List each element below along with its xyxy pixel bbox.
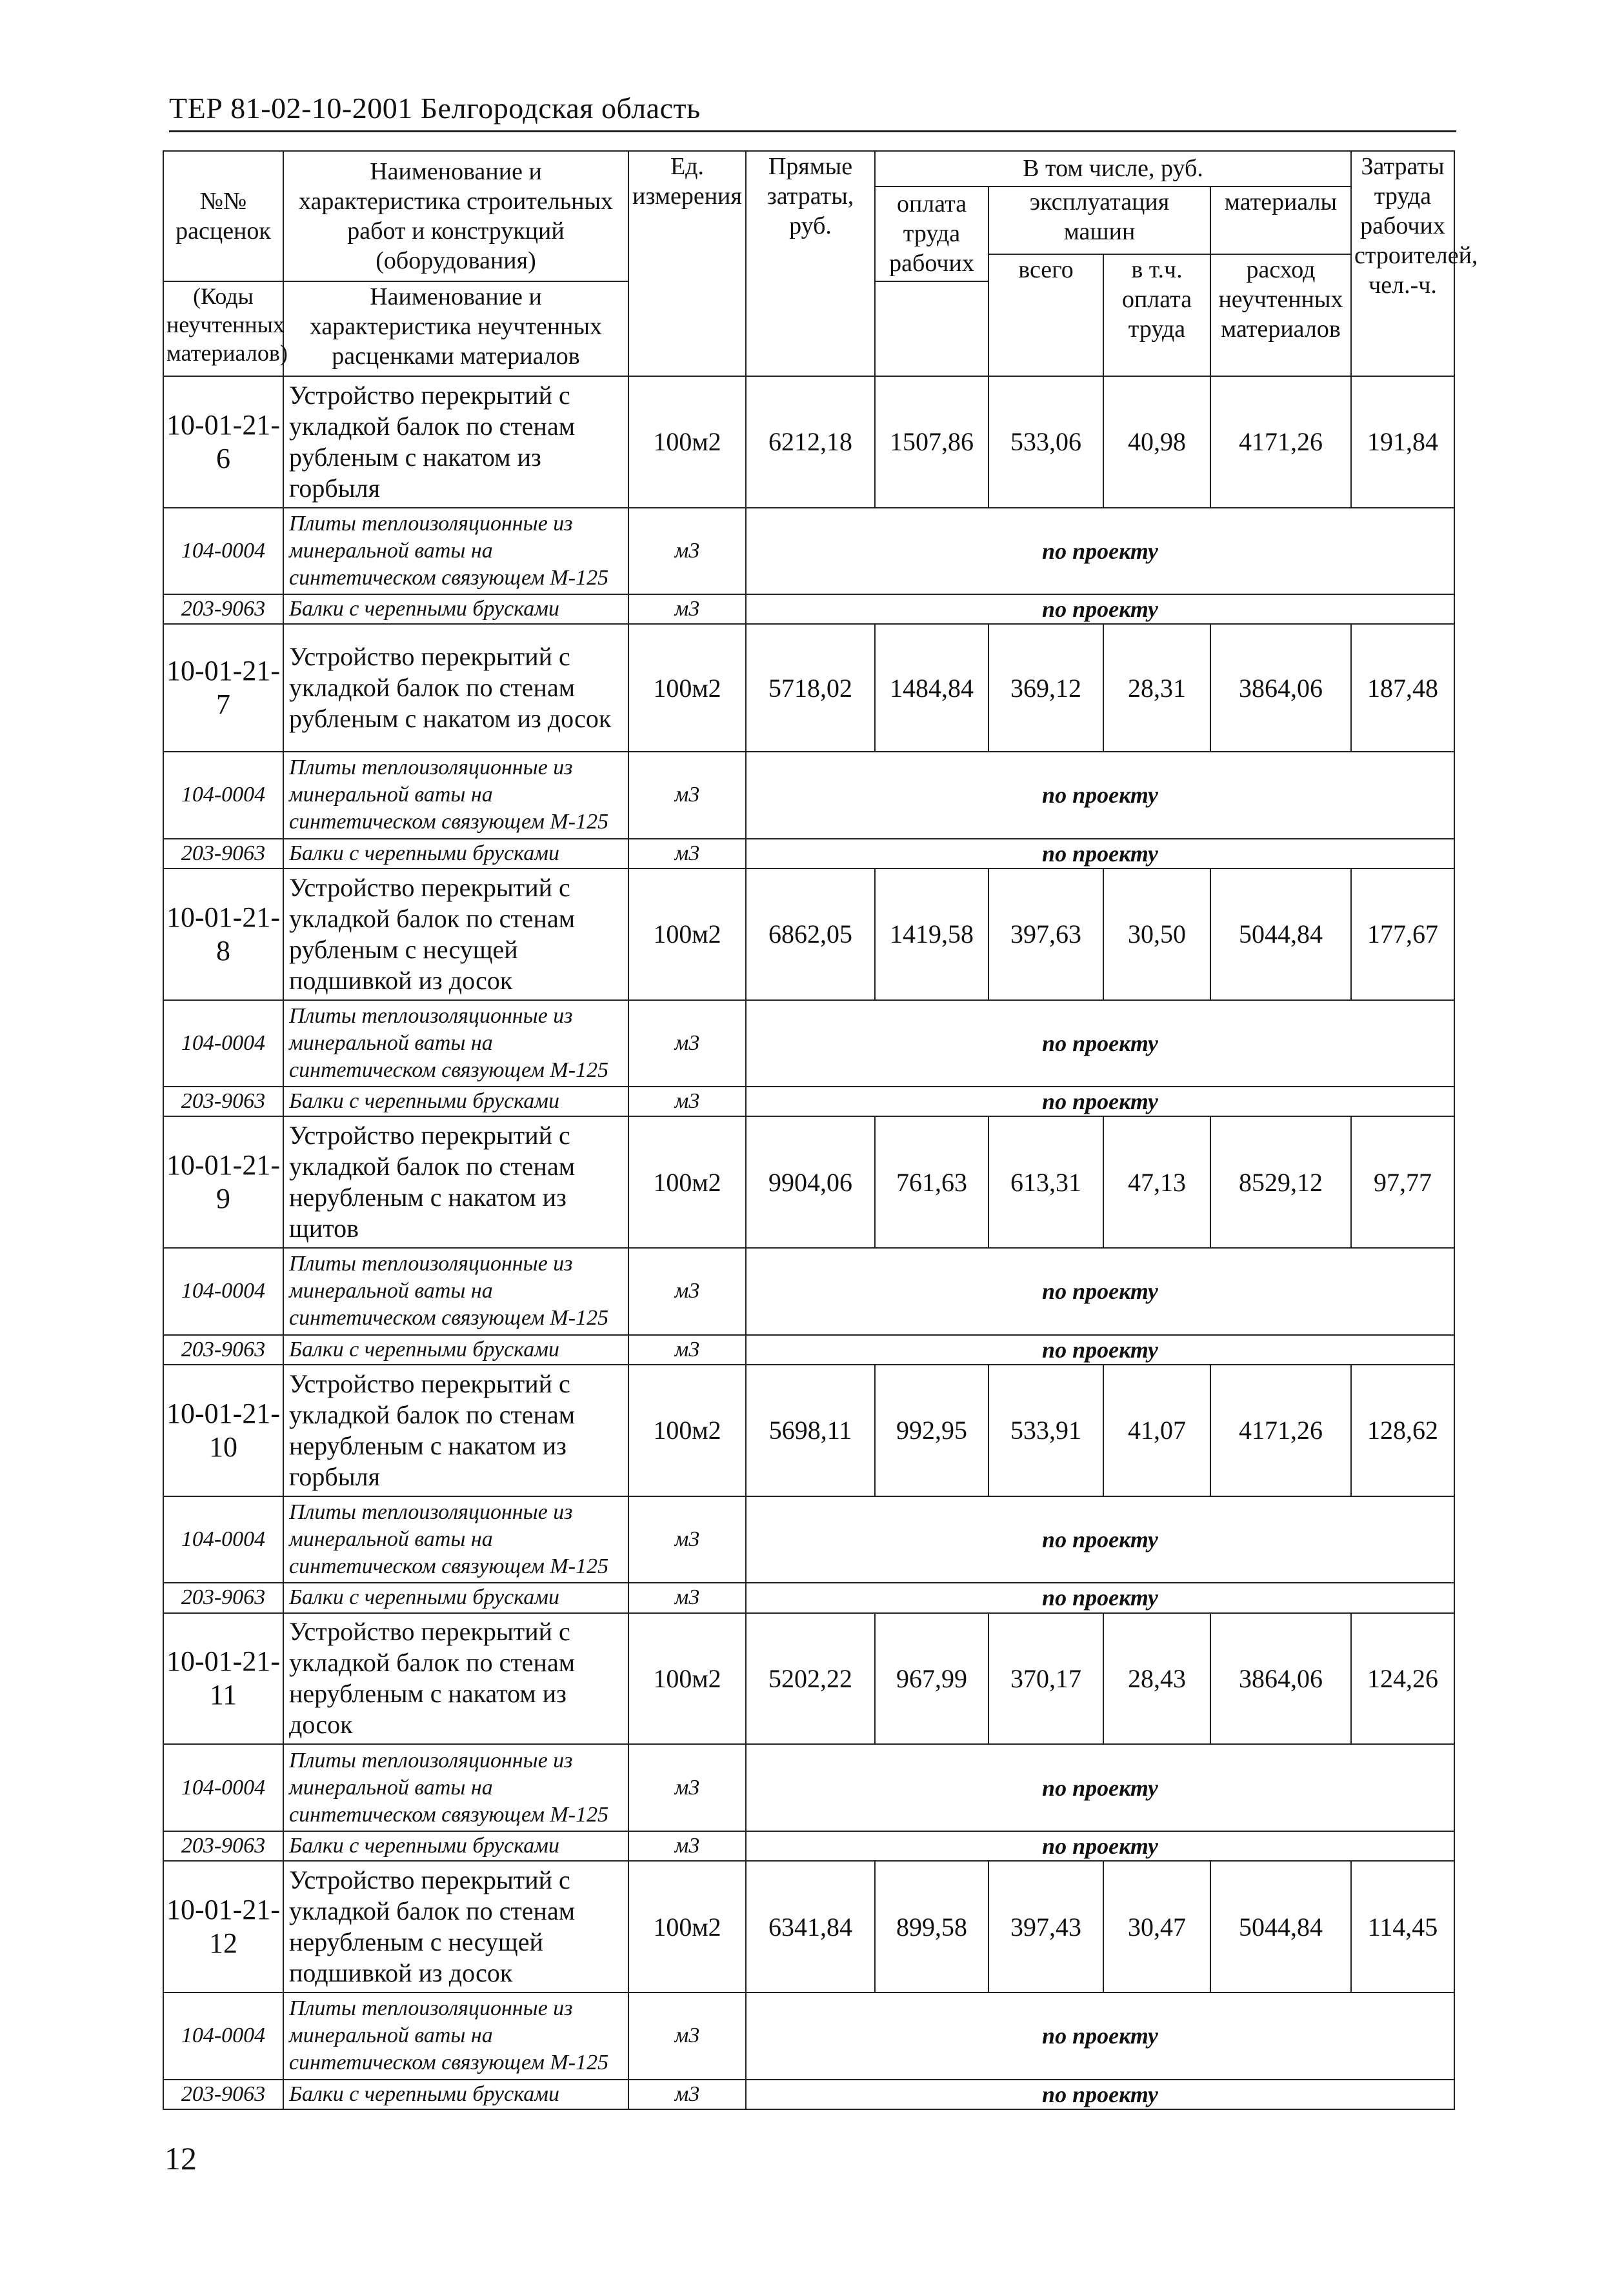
page-number: 12: [165, 2140, 197, 2176]
material-unit: м3: [628, 1496, 746, 1583]
material-name: Балки с черепными брусками: [283, 839, 628, 868]
material-row: [163, 1000, 1454, 1087]
material-code: 104-0004: [163, 1496, 283, 1583]
material-note: по проекту: [746, 508, 1454, 595]
rate-code: 10-01-21-10: [163, 1365, 283, 1496]
material-row: [163, 508, 1454, 595]
material-unit: м3: [628, 752, 746, 839]
material-name: Балки с черепными брусками: [283, 1583, 628, 1612]
header-mach-total: всего: [988, 254, 1103, 376]
material-unit: м3: [628, 508, 746, 595]
material-unit: м3: [628, 1248, 746, 1335]
material-note: по проекту: [746, 1248, 1454, 1335]
material-unit: м3: [628, 1744, 746, 1831]
material-row: [163, 2080, 1454, 2110]
rate-machines-total: 533,91: [988, 1365, 1103, 1496]
material-unit: м3: [628, 1583, 746, 1612]
header-name-top: Наименование и характеристика строительных работ и конструкций (оборудования): [283, 151, 628, 281]
rate-materials: 3864,06: [1210, 624, 1351, 752]
header-mach-incl-pay: в т.ч. оплата труда: [1103, 254, 1210, 376]
material-note: по проекту: [746, 1087, 1454, 1116]
header-mat-unaccounted: расход неучтенных материалов: [1210, 254, 1351, 376]
rate-labor-pay: 967,99: [875, 1613, 988, 1745]
rate-name: Устройство перекрытий с укладкой балок по стенам нерубленым с накатом из щитов: [283, 1116, 628, 1248]
rate-code: 10-01-21-7: [163, 624, 283, 752]
rate-materials: 4171,26: [1210, 376, 1351, 508]
rate-direct-costs: 5718,02: [746, 624, 875, 752]
rate-name: Устройство перекрытий с укладкой балок по стенам рубленым с накатом из горбыля: [283, 376, 628, 508]
header-materials: материалы: [1210, 186, 1351, 254]
material-row: [163, 1744, 1454, 1831]
material-note: по проекту: [746, 1583, 1454, 1612]
rate-machines-labor-pay: 30,47: [1103, 1861, 1210, 1993]
rate-unit: 100м2: [628, 868, 746, 1000]
rate-labor-pay: 1419,58: [875, 868, 988, 1000]
material-unit: м3: [628, 1000, 746, 1087]
material-row: [163, 1583, 1454, 1612]
rate-name: Устройство перекрытий с укладкой балок по стенам нерубленым с накатом из горбыля: [283, 1365, 628, 1496]
rate-materials: 5044,84: [1210, 868, 1351, 1000]
rate-labor-pay: 1484,84: [875, 624, 988, 752]
rate-machines-labor-pay: 40,98: [1103, 376, 1210, 508]
material-unit: м3: [628, 2080, 746, 2110]
rate-materials: 8529,12: [1210, 1116, 1351, 1248]
rate-name: Устройство перекрытий с укладкой балок по стенам нерубленым с несущей подшивкой из досок: [283, 1861, 628, 1993]
material-name: Плиты теплоизоляционные из минеральной ваты на синтетическом связующем М-125: [283, 1993, 628, 2080]
material-code: 203-9063: [163, 1831, 283, 1861]
rate-labor-pay: 761,63: [875, 1116, 988, 1248]
material-code: 104-0004: [163, 1000, 283, 1087]
material-code: 203-9063: [163, 2080, 283, 2110]
rate-machines-total: 397,63: [988, 868, 1103, 1000]
rate-direct-costs: 5698,11: [746, 1365, 875, 1496]
material-code: 104-0004: [163, 1993, 283, 2080]
material-row: [163, 1335, 1454, 1365]
rate-labor-pay: 899,58: [875, 1861, 988, 1993]
rate-labor-hours: 97,77: [1351, 1116, 1454, 1248]
rate-direct-costs: 6341,84: [746, 1861, 875, 1993]
header-row-1: [163, 151, 1454, 186]
material-unit: м3: [628, 1993, 746, 2080]
rate-row: [163, 1613, 1454, 1745]
material-name: Балки с черепными брусками: [283, 1087, 628, 1116]
material-row: [163, 1993, 1454, 2080]
header-name-bottom: Наименование и характеристика неучтенных расценками материалов: [283, 281, 628, 376]
material-row: [163, 1831, 1454, 1861]
rate-machines-total: 613,31: [988, 1116, 1103, 1248]
rate-materials: 4171,26: [1210, 1365, 1351, 1496]
rate-machines-labor-pay: 28,31: [1103, 624, 1210, 752]
rate-materials: 3864,06: [1210, 1613, 1351, 1745]
rate-labor-hours: 191,84: [1351, 376, 1454, 508]
rate-machines-labor-pay: 41,07: [1103, 1365, 1210, 1496]
material-row: [163, 1087, 1454, 1116]
material-row: [163, 752, 1454, 839]
rates-table: [163, 150, 1478, 2110]
material-note: по проекту: [746, 1744, 1454, 1831]
material-note: по проекту: [746, 2080, 1454, 2110]
material-row: [163, 1496, 1454, 1583]
material-unit: м3: [628, 594, 746, 624]
rate-unit: 100м2: [628, 376, 746, 508]
rate-row: [163, 868, 1454, 1000]
material-code: 104-0004: [163, 752, 283, 839]
material-name: Плиты теплоизоляционные из минеральной ваты на синтетическом связующем М-125: [283, 1248, 628, 1335]
rate-row: [163, 1116, 1454, 1248]
rate-code: 10-01-21-12: [163, 1861, 283, 1993]
header-unit: Ед. измерения: [628, 151, 746, 376]
rate-labor-hours: 114,45: [1351, 1861, 1454, 1993]
rate-direct-costs: 6212,18: [746, 376, 875, 508]
document-title: ТЕР 81-02-10-2001 Белгородская область: [169, 92, 701, 125]
material-note: по проекту: [746, 752, 1454, 839]
material-name: Плиты теплоизоляционные из минеральной ваты на синтетическом связующем М-125: [283, 752, 628, 839]
header-labor-pay: оплата труда рабочих: [875, 186, 988, 281]
rate-name: Устройство перекрытий с укладкой балок по стенам нерубленым с накатом из досок: [283, 1613, 628, 1745]
rate-direct-costs: 6862,05: [746, 868, 875, 1000]
rate-direct-costs: 9904,06: [746, 1116, 875, 1248]
rate-unit: 100м2: [628, 1613, 746, 1745]
material-code: 203-9063: [163, 839, 283, 868]
rate-unit: 100м2: [628, 1861, 746, 1993]
material-note: по проекту: [746, 1993, 1454, 2080]
rate-unit: 100м2: [628, 624, 746, 752]
rate-labor-pay: 1507,86: [875, 376, 988, 508]
material-note: по проекту: [746, 1000, 1454, 1087]
rate-row: [163, 1365, 1454, 1496]
rate-row: [163, 1861, 1454, 1993]
header-code-top: №№ расценок: [163, 151, 283, 281]
rate-labor-hours: 124,26: [1351, 1613, 1454, 1745]
rate-machines-total: 369,12: [988, 624, 1103, 752]
material-note: по проекту: [746, 839, 1454, 868]
material-row: [163, 839, 1454, 868]
material-unit: м3: [628, 1831, 746, 1861]
material-note: по проекту: [746, 1335, 1454, 1365]
material-name: Плиты теплоизоляционные из минеральной ваты на синтетическом связующем М-125: [283, 508, 628, 595]
material-code: 104-0004: [163, 508, 283, 595]
header-rule: [169, 130, 1456, 132]
header-code-bottom: (Коды неучтенных материалов): [163, 281, 283, 376]
header-labor-costs: Затраты труда рабочих строителей, чел.-ч.: [1351, 151, 1454, 376]
material-note: по проекту: [746, 1831, 1454, 1861]
rate-materials: 5044,84: [1210, 1861, 1351, 1993]
material-row: [163, 594, 1454, 624]
rate-machines-labor-pay: 30,50: [1103, 868, 1210, 1000]
rate-code: 10-01-21-9: [163, 1116, 283, 1248]
rate-labor-hours: 177,67: [1351, 868, 1454, 1000]
rate-machines-total: 370,17: [988, 1613, 1103, 1745]
header-labor-pay-blank: [875, 281, 988, 376]
material-code: 203-9063: [163, 594, 283, 624]
rate-code: 10-01-21-6: [163, 376, 283, 508]
material-name: Плиты теплоизоляционные из минеральной ваты на синтетическом связующем М-125: [283, 1496, 628, 1583]
material-code: 104-0004: [163, 1248, 283, 1335]
rate-machines-labor-pay: 28,43: [1103, 1613, 1210, 1745]
material-name: Плиты теплоизоляционные из минеральной ваты на синтетическом связующем М-125: [283, 1744, 628, 1831]
header-direct-costs: Прямые затраты, руб.: [746, 151, 875, 376]
rate-name: Устройство перекрытий с укладкой балок по стенам рубленым с несущей подшивкой из досок: [283, 868, 628, 1000]
material-note: по проекту: [746, 594, 1454, 624]
material-name: Плиты теплоизоляционные из минеральной ваты на синтетическом связующем М-125: [283, 1000, 628, 1087]
header-incl: В том числе, руб.: [875, 151, 1351, 186]
rate-labor-hours: 128,62: [1351, 1365, 1454, 1496]
rate-row: [163, 376, 1454, 508]
rate-labor-pay: 992,95: [875, 1365, 988, 1496]
rate-machines-labor-pay: 47,13: [1103, 1116, 1210, 1248]
rate-name: Устройство перекрытий с укладкой балок по стенам рубленым с накатом из досок: [283, 624, 628, 752]
rate-labor-hours: 187,48: [1351, 624, 1454, 752]
material-code: 104-0004: [163, 1744, 283, 1831]
material-unit: м3: [628, 1335, 746, 1365]
rate-unit: 100м2: [628, 1365, 746, 1496]
material-code: 203-9063: [163, 1583, 283, 1612]
page-header: [169, 90, 1459, 126]
material-unit: м3: [628, 839, 746, 868]
rate-machines-total: 533,06: [988, 376, 1103, 508]
rate-machines-total: 397,43: [988, 1861, 1103, 1993]
header-machines: эксплуатация машин: [988, 186, 1210, 254]
material-note: по проекту: [746, 1496, 1454, 1583]
material-name: Балки с черепными брусками: [283, 2080, 628, 2110]
material-code: 203-9063: [163, 1335, 283, 1365]
material-code: 203-9063: [163, 1087, 283, 1116]
material-name: Балки с черепными брусками: [283, 1335, 628, 1365]
material-name: Балки с черепными брусками: [283, 594, 628, 624]
rate-code: 10-01-21-11: [163, 1613, 283, 1745]
material-unit: м3: [628, 1087, 746, 1116]
rate-row: [163, 624, 1454, 752]
rate-unit: 100м2: [628, 1116, 746, 1248]
material-row: [163, 1248, 1454, 1335]
material-name: Балки с черепными брусками: [283, 1831, 628, 1861]
rate-code: 10-01-21-8: [163, 868, 283, 1000]
rate-direct-costs: 5202,22: [746, 1613, 875, 1745]
